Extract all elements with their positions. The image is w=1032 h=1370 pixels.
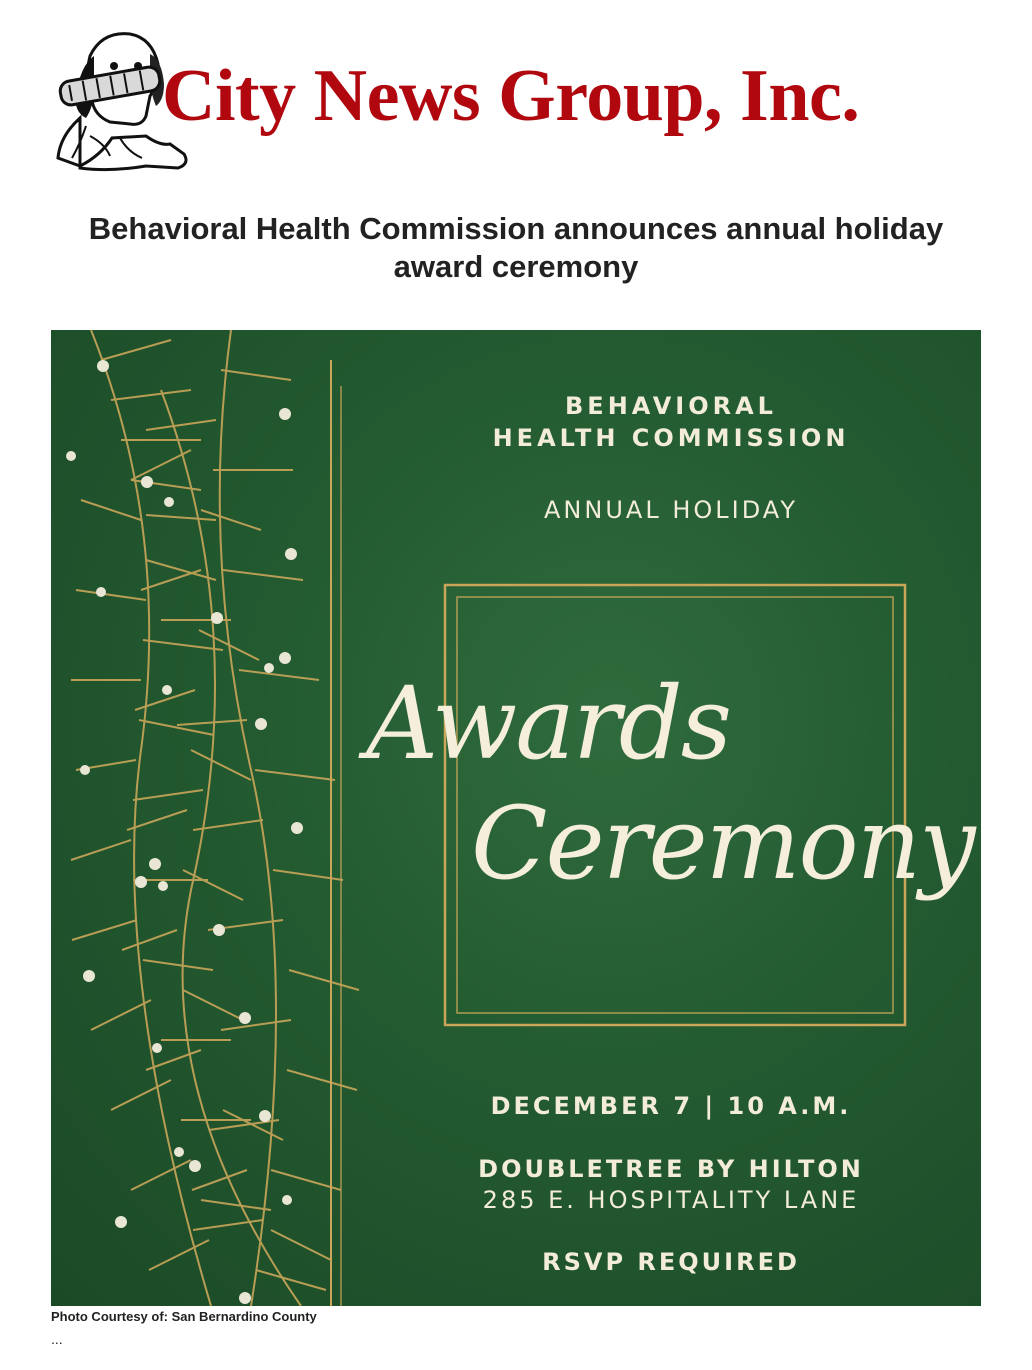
brand-name[interactable]: City News Group, Inc.	[162, 55, 860, 137]
poster-org-line1: BEHAVIORAL	[565, 392, 777, 420]
event-poster-image	[51, 330, 981, 1306]
read-more-ellipsis[interactable]: ...	[51, 1331, 63, 1347]
poster-date: DECEMBER 7 | 10 A.M.	[490, 1092, 852, 1120]
poster-script-ceremony: Ceremony	[471, 785, 974, 902]
poster-subtitle: ANNUAL HOLIDAY	[544, 496, 798, 524]
poster-org-line2: HEALTH COMMISSION	[492, 424, 850, 452]
poster-venue: DOUBLETREE BY HILTON	[478, 1155, 864, 1183]
poster-rsvp: RSVP REQUIRED	[542, 1248, 800, 1276]
photo-caption: Photo Courtesy of: San Bernardino County	[51, 1309, 317, 1324]
site-header	[50, 26, 980, 176]
poster-script-awards: Awards	[366, 665, 731, 782]
poster-address: 285 E. HOSPITALITY LANE	[482, 1186, 860, 1214]
article-headline: Behavioral Health Commission announces annual holiday award ceremony	[88, 211, 944, 284]
